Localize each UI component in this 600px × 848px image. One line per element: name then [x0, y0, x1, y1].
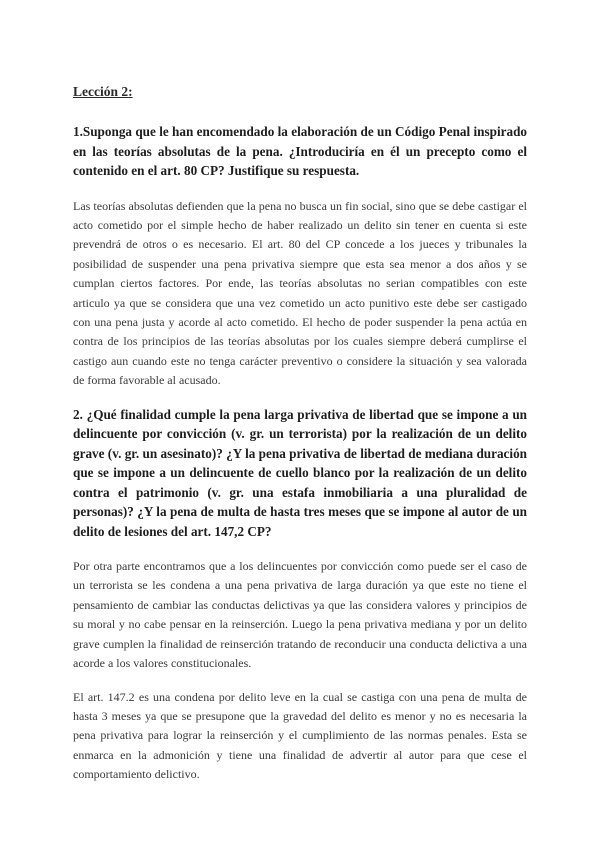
answer-2-paragraph-1: Por otra parte encontramos que a los delincuentes por convicción como puede ser el caso de un terrorista se les condena a una pena privativa de larga duración ya que este no tiene el pensamiento de cambiar las conductas delictivas ya que las considera valores y principios de su moral y no cabe pensar en la reinserción. Luego la pena privativa mediana y por un delito grave cumplen la finalidad de reinserción tratando de reconducir una conducta delictiva a una acorde a los valores constitucionales. — [73, 559, 527, 671]
question-2: 2. ¿Qué finalidad cumple la pena larga privativa de libertad que se impone a un delincuente por convicción (v. gr. un terrorista) por la realización de un delito grave (v. gr. un asesinato)? ¿Y la pena privativa de libertad de mediana duración que se impone a un delincuente de cuello blanco por la realización de un delito contra el patrimonio (v. gr. una estafa inmobiliaria a una pluralidad de personas)? ¿Y la pena de multa de hasta tres meses que se impone al autor de un delito de lesiones del art. 147,2 CP? — [73, 406, 527, 539]
lesson-title: Lección 2: — [73, 84, 133, 99]
question-1: 1.Suponga que le han encomendado la elaboración de un Código Penal inspirado en las teorías absolutas de la pena. ¿Introduciría en él un precepto como el contenido en el art. 80 CP? Justifique su respuesta. — [73, 124, 527, 178]
answer-1-paragraph-1: Las teorías absolutas defienden que la pena no busca un fin social, sino que se debe castigar el acto cometido por el simple hecho de haber realizado un delito sin tener en cuenta si este prevendrá de otros o es necesario. El art. 80 del CP concede a los jueces y tribunales la posibilidad de suspender una pena privativa siempre que esta sea menor a dos años y se cumplan ciertos factores. Por ende, las teorías absolutas no serian compatibles con este articulo ya que se considera que una vez cometido un acto punitivo este debe ser castigado con una pena justa y acorde al acto cometido. El hecho de poder suspender la pena actúa en contra de los principios de las teorías absolutas por los cuales siempre deberá cumplirse el castigo aun cuando este no tenga carácter preventivo o considere la situación y sea valorada de forma favorable al acusado. — [73, 198, 527, 388]
answer-2-paragraph-2: El art. 147.2 es una condena por delito leve en la cual se castiga con una pena de multa de hasta 3 meses ya que se presupone que la gravedad del delito es menor y no es necesaria la pena privativa para lograr la reinserción y el cumplimiento de las normas penales. Esta se enmarca en la admonición y tiene una finalidad de advertir al autor para que cese el comportamiento delictivo. — [73, 689, 527, 782]
